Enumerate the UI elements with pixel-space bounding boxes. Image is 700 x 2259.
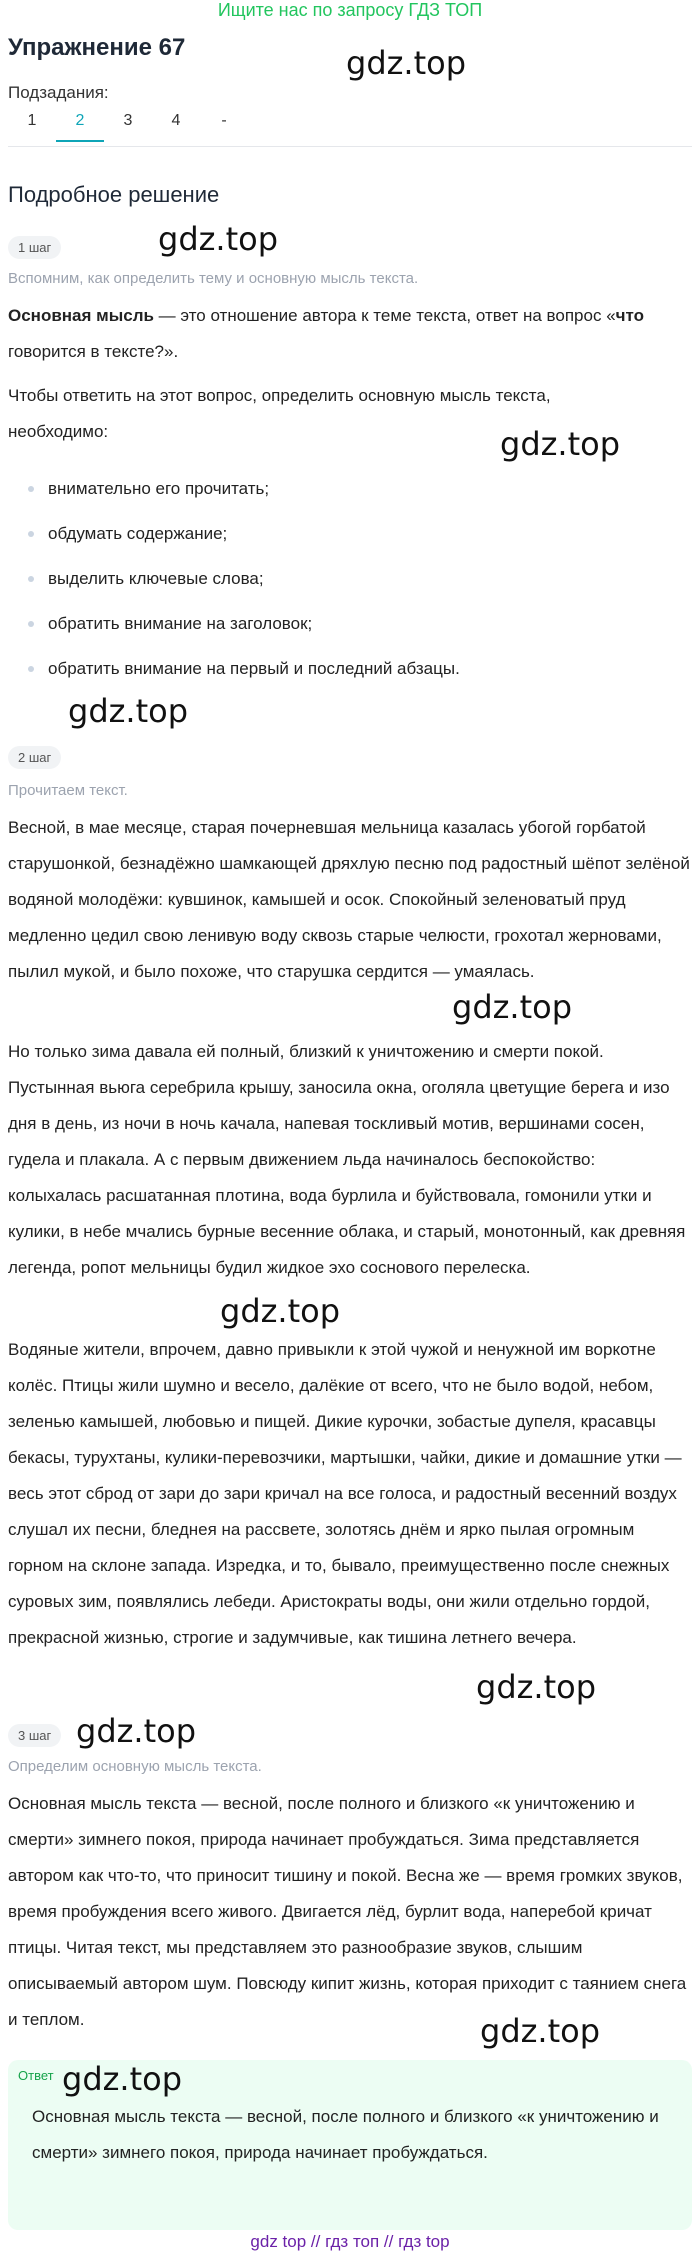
divider <box>8 146 692 147</box>
conclusion-paragraph: Основная мысль текста — весной, после полного и близкого «к уничтожению и смерти» зимнего покоя, природа начинает пробуждаться. Зима представляется автором как что-то, что приносит тишину и покой. Весна же — время громких звуков, время пробуждения всего живого. Двигается лёд, бурлит вода, наперебой кричат птицы. Читая текст, мы представляем это разнообразие звуков, слышим описываемый автором шум. Повсюду кипит жизнь, которая приходит с таянием снега и теплом. <box>8 1794 687 2029</box>
watermark: gdz.top <box>158 220 279 258</box>
list-item: обратить внимание на заголовок; <box>22 613 682 658</box>
watermark: gdz.top <box>480 2012 601 2050</box>
tab-3[interactable]: 3 <box>123 112 133 129</box>
tab-2[interactable]: 2 <box>56 112 104 142</box>
watermark: gdz.top <box>62 2060 183 2098</box>
definition-paragraph <box>8 298 693 370</box>
answer-text: Основная мысль текста — весной, после полного и близкого «к уничтожению и смерти» зимнего покоя, природа начинает пробуждаться. <box>32 2107 659 2162</box>
step-hint-2: Прочитаем текст. <box>8 782 128 799</box>
watermark: gdz.top <box>76 1712 197 1750</box>
watermark: gdz.top <box>476 1668 597 1706</box>
step-hint-3: Определим основную мысль текста. <box>8 1758 262 1775</box>
tab-4[interactable]: 4 <box>171 112 181 129</box>
question-word: что <box>615 306 645 325</box>
watermark: gdz.top <box>68 692 189 730</box>
list-item: обдумать содержание; <box>22 523 682 568</box>
watermark: gdz.top <box>346 44 467 82</box>
step-badge-1: 1 шаг <box>8 236 61 259</box>
list-item: обратить внимание на первый и последний абзацы. <box>22 658 682 703</box>
list-item: внимательно его прочитать; <box>22 478 682 523</box>
text-paragraph-3: Водяные жители, впрочем, давно привыкли к этой чужой и ненужной им воркотне колёс. Птицы жили шумно и весело, далёкие от всего, что не было водой, небом, зеленью камышей, любовью и пищей. Дикие курочки, зобастые дупеля, красавцы бекасы, турухтаны, кулики-перевозчики, мартышки, чайки, дикие и домашние утки — весь этот сброд от зари до зари кричал на все голоса, и радостный весенний воздух слушал их песни, бледнея на рассвете, золотясь днём и ярко пылая огромным горном на склоне запада. Изредка, и то, бывало, преимущественно после снежных суровых зим, появлялись лебеди. Аристократы воды, они жили отдельно гордой, прекрасной жизнью, строгие и задумчивые, как тишина летнего вечера. <box>8 1340 682 1647</box>
page-title: Упражнение 67 <box>8 34 186 61</box>
watermark: gdz.top <box>452 988 573 1026</box>
tab-1[interactable]: 1 <box>27 112 37 129</box>
definition-text: — это отношение автора к теме текста, ответ на вопрос « <box>153 306 616 325</box>
watermark: gdz.top <box>220 1292 341 1330</box>
definition-text-end: говорится в тексте?». <box>8 342 179 361</box>
list-item: выделить ключевые слова; <box>22 568 682 613</box>
solution-title: Подробное решение <box>8 182 220 207</box>
watermark: gdz.top <box>500 425 621 463</box>
subtasks-label: Подзадания: <box>8 83 109 102</box>
subtask-tabs <box>8 112 248 142</box>
step-badge-3: 3 шаг <box>8 1724 61 1747</box>
text-paragraph-2: Но только зима давала ей полный, близкий к уничтожению и смерти покой. Пустынная вьюга серебрила крышу, заносила окна, оголяла цветущие берега и изо дня в день, из ночи в ночь качала, напевая тоскливый мотив, вершинами сосен, гудела и плакала. А с первым движением льда начиналось беспокойство: колыхалась расшатанная плотина, вода бурлила и буйствовала, гомонили утки и кулики, в небе мчались бурные весенние облака, и старый, монотонный, как древняя легенда, ропот мельницы будил жидкое эхо соснового перелеска. <box>8 1042 686 1277</box>
tab-dash[interactable]: - <box>221 112 227 129</box>
footer-links[interactable]: gdz top // гдз топ // гдз top <box>250 2232 450 2251</box>
text-paragraph-1: Весной, в мае месяце, старая почерневшая мельница казалась убогой горбатой старушонкой, безнадёжно шамкающей дряхлую песню под радостный шёпот зелёной водяной молодёжи: кувшинок, камышей и осок. Спокойный зеленоватый пруд медленно цедил свою ленивую воду сквозь старые челюсти, грохотал жерновами, пылил мукой, и было похоже, что старушка сердится — умаялась. <box>8 818 690 981</box>
step-badge-2: 2 шаг <box>8 746 61 769</box>
steps-list <box>22 478 682 703</box>
instruction-paragraph: Чтобы ответить на этот вопрос, определить основную мысль текста, необходимо: <box>8 386 551 441</box>
answer-badge: Ответ <box>8 2064 64 2087</box>
term: Основная мысль <box>8 306 154 325</box>
search-banner: Ищите нас по запросу ГДЗ ТОП <box>217 0 483 20</box>
step-hint-1: Вспомним, как определить тему и основную мысль текста. <box>8 270 419 287</box>
